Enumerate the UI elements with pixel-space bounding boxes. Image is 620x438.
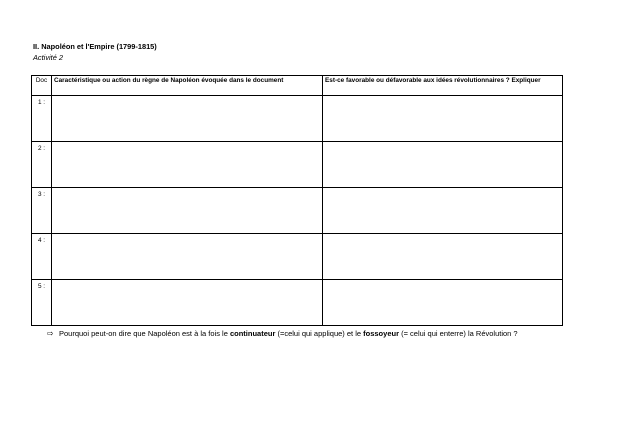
question-part: (= celui qui enterre) la Révolution ? [399, 329, 518, 338]
column-header-evaluation: Est-ce favorable ou défavorable aux idées révolutionnaires ? Expliquer [323, 76, 563, 96]
answer-cell-evaluation[interactable] [323, 234, 563, 280]
column-header-characteristic: Caractéristique ou action du règne de Napoléon évoquée dans le document [52, 76, 323, 96]
table-row [32, 234, 563, 280]
row-number: 1 : [32, 96, 52, 142]
row-number: 2 : [32, 142, 52, 188]
table-row [32, 96, 563, 142]
answer-cell-evaluation[interactable] [323, 96, 563, 142]
question-part: Pourquoi peut-on dire que Napoléon est à la fois le [59, 329, 230, 338]
answer-cell-characteristic[interactable] [52, 234, 323, 280]
column-header-doc: Doc [32, 76, 52, 96]
table-row [32, 142, 563, 188]
answer-cell-characteristic[interactable] [52, 280, 323, 326]
activity-label: Activité 2 [33, 53, 63, 62]
worksheet-table [31, 75, 563, 326]
answer-cell-evaluation[interactable] [323, 280, 563, 326]
answer-cell-characteristic[interactable] [52, 142, 323, 188]
row-number: 5 : [32, 280, 52, 326]
answer-cell-characteristic[interactable] [52, 188, 323, 234]
row-number: 4 : [32, 234, 52, 280]
arrow-bullet-icon: ⇨ [47, 329, 54, 338]
term-continuateur: continuateur [229, 329, 276, 338]
row-number: 3 : [32, 188, 52, 234]
answer-cell-evaluation[interactable] [323, 142, 563, 188]
table-row [32, 188, 563, 234]
table-header-row [32, 76, 563, 96]
question-text [59, 328, 587, 340]
table-row [32, 280, 563, 326]
answer-cell-evaluation[interactable] [323, 188, 563, 234]
question-paragraph [47, 328, 587, 340]
section-heading: II. Napoléon et l'Empire (1799-1815) [33, 42, 157, 51]
answer-cell-characteristic[interactable] [52, 96, 323, 142]
term-fossoyeur: fossoyeur [363, 329, 399, 338]
question-part: (=celui qui applique) et le [275, 329, 364, 338]
